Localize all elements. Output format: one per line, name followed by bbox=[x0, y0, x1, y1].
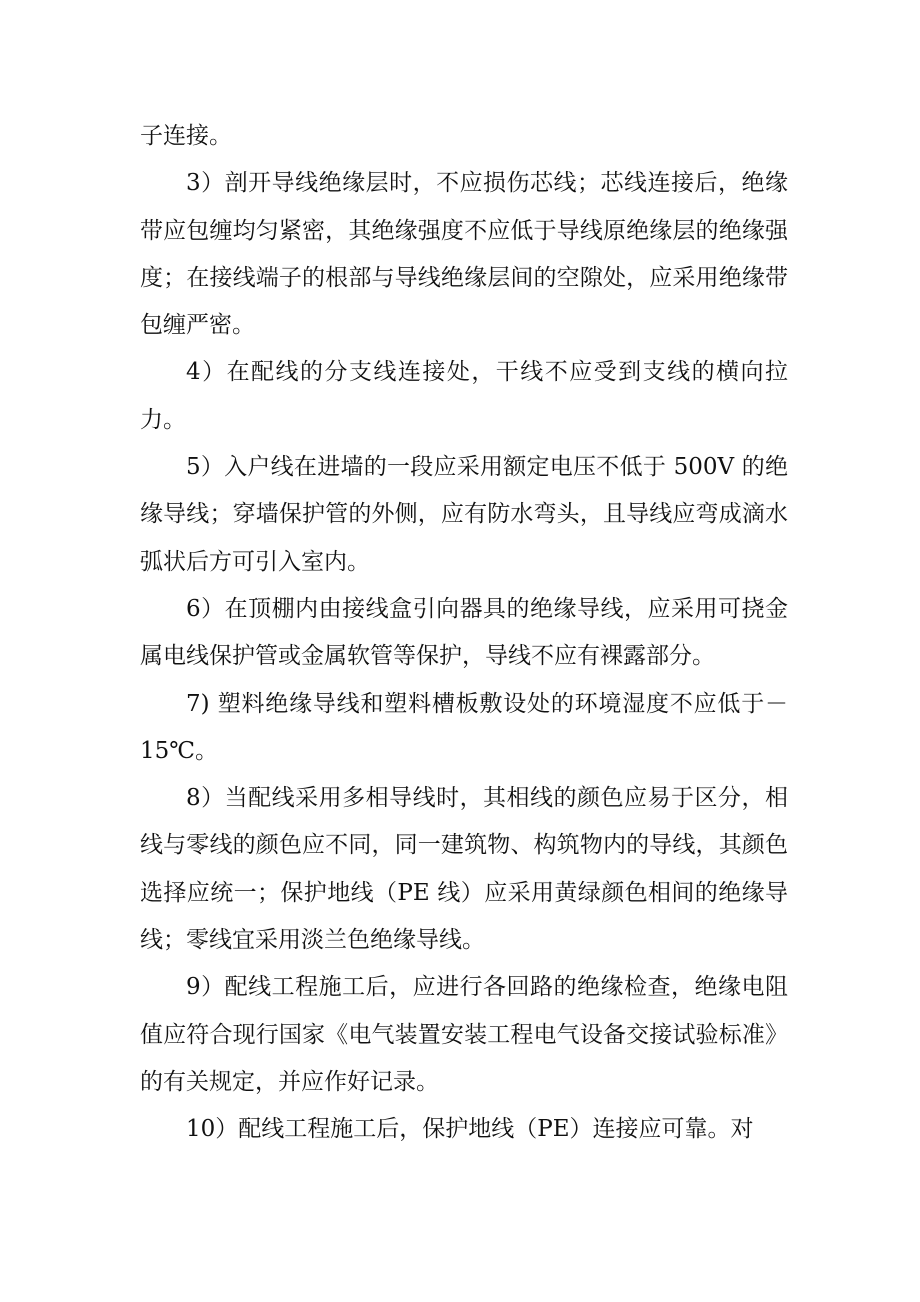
paragraph-item-3: 3）剖开导线绝缘层时，不应损伤芯线；芯线连接后，绝缘带应包缠均匀紧密，其绝缘强度不应低于导线原绝缘层的绝缘强度；在接线端子的根部与导线绝缘层间的空隙处，应采用绝缘带包缠严密。 bbox=[140, 170, 788, 339]
paragraph-item-10: 10）配线工程施工后，保护地线（PE）连接应可靠。对 bbox=[186, 1116, 754, 1143]
paragraph-continuation: 子连接。 bbox=[140, 123, 232, 149]
paragraph-item-6: 6）在顶棚内由接线盒引向器具的绝缘导线，应采用可挠金属电线保护管或金属软管等保护，导线不应有裸露部分。 bbox=[140, 595, 788, 670]
paragraph-item-7: 7) 塑料绝缘导线和塑料槽板敷设处的环境湿度不应低于－15℃。 bbox=[140, 690, 788, 764]
paragraph-item-9: 9）配线工程施工后，应进行各回路的绝缘检查，绝缘电阻值应符合现行国家《电气装置安装工程电气设备交接试验标准》的有关规定，并应作好记录。 bbox=[140, 974, 788, 1095]
paragraph-item-4: 4）在配线的分支线连接处，干线不应受到支线的横向拉力。 bbox=[140, 359, 788, 433]
paragraph-item-8: 8）当配线采用多相导线时，其相线的颜色应易于区分，相线与零线的颜色应不同，同一建筑物、构筑物内的导线，其颜色选择应统一；保护地线（PE 线）应采用黄绿颜色相间的绝缘导线；零线宜采用淡兰色绝缘导线。 bbox=[140, 785, 788, 954]
paragraph-item-5: 5）入户线在进墙的一段应采用额定电压不低于 500V 的绝缘导线；穿墙保护管的外侧，应有防水弯头，且导线应弯成滴水弧状后方可引入室内。 bbox=[140, 454, 788, 575]
document-body bbox=[140, 113, 788, 1154]
